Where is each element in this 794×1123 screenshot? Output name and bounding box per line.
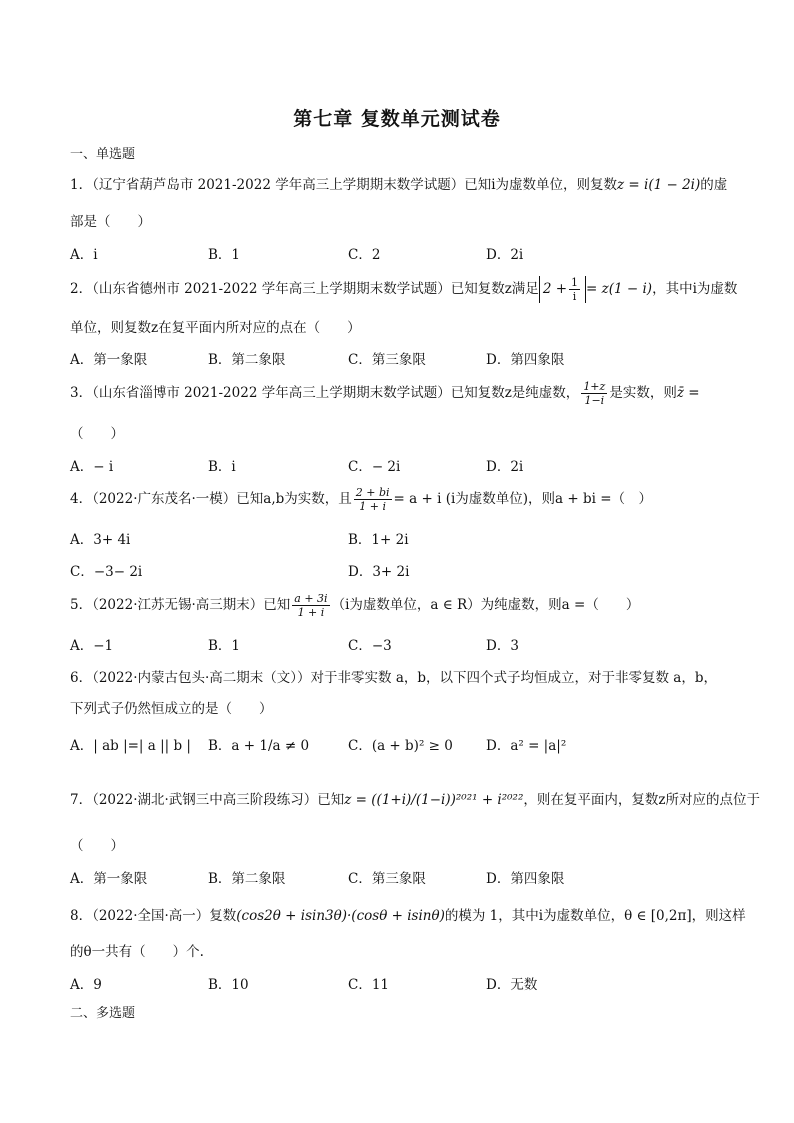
question-5-fraction: $\frac{a + 3i}{1 + i}$ (294, 592, 328, 619)
question-4-options-row1 (70, 528, 730, 548)
option-c[interactable]: C．(a + b)² ≥ 0 (348, 738, 453, 754)
question-8-options (70, 973, 730, 993)
option-c[interactable]: C．−3 (348, 638, 392, 654)
option-d[interactable]: D．2i (486, 247, 524, 263)
question-2-text-tail: ，其中i为虚数 (652, 281, 738, 297)
question-2-rhs: = z(1 − i) (586, 281, 653, 297)
question-8-stem (70, 904, 746, 924)
question-3-fraction: $\frac{1+z}{1-i}$ (583, 380, 606, 407)
question-4-stem (70, 486, 652, 513)
question-4-options-row2 (70, 560, 730, 580)
option-a[interactable]: A．−1 (70, 638, 114, 654)
option-b[interactable]: B．1+ 2i (348, 532, 409, 548)
option-d[interactable]: D．第四象限 (486, 352, 565, 368)
option-d[interactable]: D．第四象限 (486, 871, 565, 887)
question-3-stem-line2: （ ） (70, 426, 124, 442)
option-c[interactable]: C．− 2i (348, 459, 401, 475)
question-5-options (70, 634, 730, 654)
option-d[interactable]: D．3+ 2i (348, 564, 410, 580)
option-c[interactable]: C．−3− 2i (70, 564, 143, 580)
option-d[interactable]: D．2i (486, 459, 524, 475)
question-6-stem: 6．（2022·内蒙古包头·高二期末（文））对于非零实数 a，b，以下四个式子均恒成立，对于非零复数 a，b， (70, 670, 717, 686)
option-c[interactable]: C．2 (348, 247, 381, 263)
question-1-options (70, 243, 730, 263)
question-5-stem (70, 592, 639, 619)
option-a[interactable]: A．− i (70, 459, 114, 475)
option-b[interactable]: B．1 (208, 638, 241, 654)
question-4-fraction: $\frac{2 + bi}{1 + i}$ (355, 486, 390, 513)
option-a[interactable]: A．| ab |=| a || b | (70, 738, 191, 754)
option-a[interactable]: A．第一象限 (70, 352, 148, 368)
option-b[interactable]: B．i (208, 459, 236, 475)
option-c[interactable]: C．11 (348, 977, 390, 993)
option-c[interactable]: C．第三象限 (348, 352, 426, 368)
question-7-text-tail: ，则在复平面内，复数z所对应的点位于 (523, 792, 761, 808)
option-b[interactable]: B．第二象限 (208, 352, 286, 368)
page-title: 第七章 复数单元测试卷 (293, 108, 501, 130)
option-b[interactable]: B．第二象限 (208, 871, 286, 887)
question-1-text-tail: 的虚 (700, 177, 728, 193)
question-7-stem (70, 788, 760, 808)
question-4-text: 4．（2022·广东茂名·一模）已知a,b为实数，且 (70, 491, 352, 507)
option-d[interactable]: D．无数 (486, 977, 538, 993)
question-2-options (70, 348, 730, 368)
question-1-stem (70, 173, 727, 193)
question-7-expression: z = ((1+i)/(1−i))²⁰²¹ + i²⁰²² (344, 792, 524, 808)
question-2-stem-line2: 单位，则复数z在复平面内所对应的点在（ ） (70, 320, 361, 336)
question-7-options (70, 867, 730, 887)
question-2-text: 2．（山东省德州市 2021-2022 学年高三上学期期末数学试题）已知复数z满足 (70, 281, 539, 297)
question-8-text-tail: 的模为 1，其中i为虚数单位，θ ∈ [0,2π]，则这样 (444, 908, 746, 924)
question-3-conjugate: z̄ = (676, 385, 700, 401)
question-1-stem-line2: 部是（ ） (70, 214, 151, 230)
question-8-stem-line2: 的θ一共有（ ）个. (70, 944, 204, 960)
question-1-text: 1．（辽宁省葫芦岛市 2021-2022 学年高三上学期期末数学试题）已知i为虚数单位，则复数 (70, 177, 618, 193)
question-6-stem-line2: 下列式子仍然恒成立的是（ ） (70, 701, 273, 717)
question-1-expression: z = i(1 − 2i) (617, 177, 701, 193)
section-heading-single-choice: 一、单选题 (70, 147, 136, 162)
option-b[interactable]: B．10 (208, 977, 249, 993)
option-b[interactable]: B．a + 1/a ≠ 0 (208, 738, 310, 754)
question-3-text: 3．（山东省淄博市 2021-2022 学年高三上学期期末数学试题）已知复数z是纯虚数， (70, 385, 580, 401)
question-2-fraction: $\frac{1}{i}$ (571, 276, 579, 303)
question-7-text: 7．（2022·湖北·武钢三中高三阶段练习）已知 (70, 792, 345, 808)
question-6-options (70, 734, 730, 754)
question-3-options (70, 455, 730, 475)
section-heading-multiple-choice: 二、多选题 (70, 1006, 136, 1021)
question-5-text-tail: （i为虚数单位，a ∈ R）为纯虚数，则a =（ ） (331, 597, 640, 613)
question-2-absolute-value: 2 + $\frac{1}{i}$ (539, 276, 586, 303)
question-5-text: 5．（2022·江苏无锡·高三期末）已知 (70, 597, 291, 613)
option-a[interactable]: A．i (70, 247, 98, 263)
option-a[interactable]: A．9 (70, 977, 102, 993)
option-b[interactable]: B．1 (208, 247, 241, 263)
question-8-text: 8．（2022·全国·高一）复数 (70, 908, 237, 924)
question-8-expression: (cos2θ + isin3θ)·(cosθ + isinθ) (236, 908, 445, 924)
option-a[interactable]: A．第一象限 (70, 871, 148, 887)
option-c[interactable]: C．第三象限 (348, 871, 426, 887)
question-4-text-tail: = a + i (i为虚数单位)，则a + bi =（ ） (393, 491, 653, 507)
option-d[interactable]: D．3 (486, 638, 519, 654)
option-a[interactable]: A．3+ 4i (70, 532, 131, 548)
question-7-stem-line2: （ ） (70, 838, 124, 854)
option-d[interactable]: D．a² = |a|² (486, 738, 567, 754)
question-3-stem (70, 380, 700, 407)
question-2-stem (70, 276, 737, 303)
question-3-text-tail: 是实数，则 (609, 385, 677, 401)
